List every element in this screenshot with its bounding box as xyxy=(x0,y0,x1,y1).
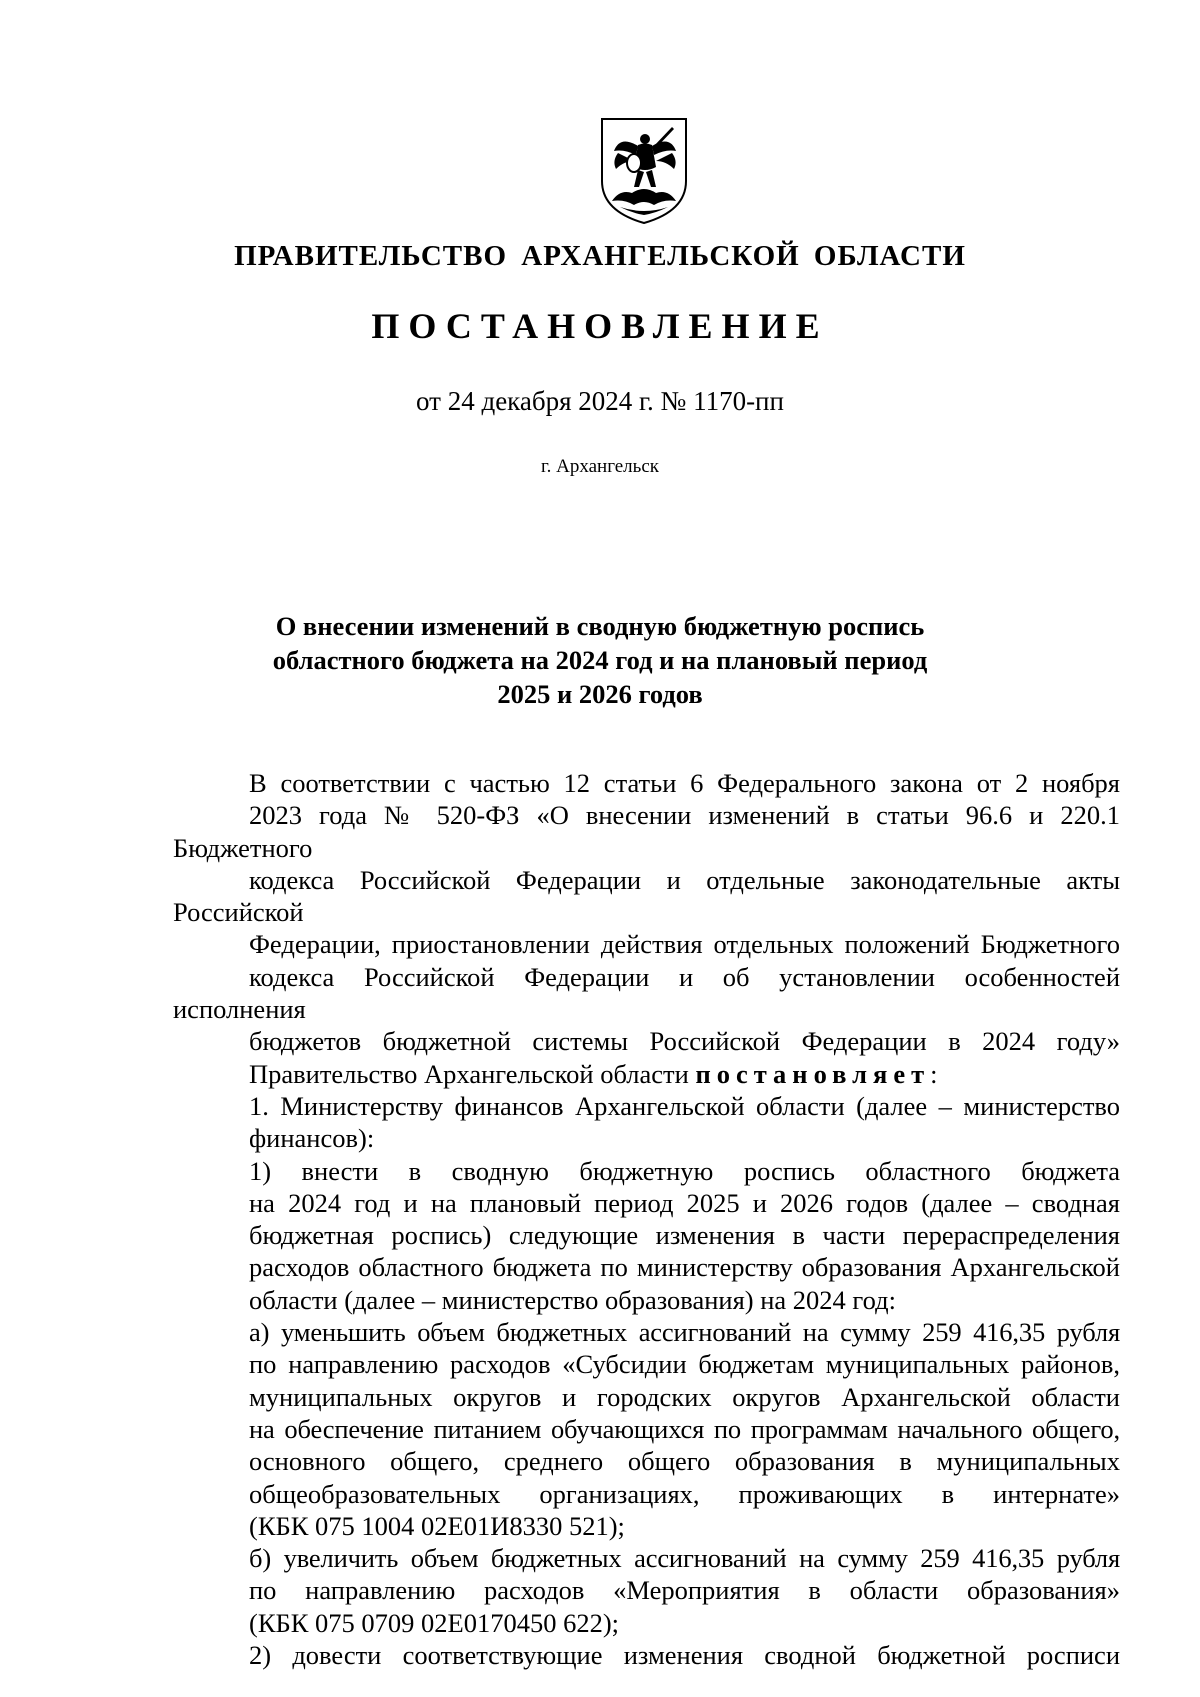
colon: : xyxy=(930,1058,938,1089)
item-1 xyxy=(173,1090,1120,1155)
coat-of-arms-icon xyxy=(598,115,690,227)
title-line: областного бюджета на 2024 год и на плановый период xyxy=(272,645,928,675)
document-body xyxy=(173,767,1120,1671)
item-2 xyxy=(173,1639,1120,1671)
text-line: 1) внести в сводную бюджетную роспись областного бюджета xyxy=(249,1155,1120,1186)
government-subject: Правительство Архангельской области xyxy=(249,1058,689,1089)
text-line: по направлению расходов «Мероприятия в области образования» xyxy=(249,1575,1120,1606)
government-name: ПРАВИТЕЛЬСТВО АРХАНГЕЛЬСКОЙ ОБЛАСТИ xyxy=(234,240,966,272)
text-line: бюджетная роспись) следующие изменения в части перераспределения xyxy=(249,1220,1120,1251)
item-a xyxy=(173,1316,1120,1542)
text-line: а) уменьшить объем бюджетных ассигнований на сумму 259 416,35 рубля xyxy=(249,1317,1120,1348)
resolves-word: постановляет xyxy=(695,1058,931,1089)
text-line: муниципальных округов и городских округов Архангельской области xyxy=(249,1381,1120,1412)
text-line: 1. Министерству финансов Архангельской области (далее – министерство xyxy=(249,1090,1120,1121)
text-line: 2) довести соответствующие изменения сводной бюджетной росписи xyxy=(249,1640,1120,1671)
text-line: общеобразовательных организациях, проживающих в интернате» xyxy=(249,1478,1120,1509)
text-line: б) увеличить объем бюджетных ассигнований на сумму 259 416,35 рубля xyxy=(249,1543,1120,1574)
document-type: ПОСТАНОВЛЕНИЕ xyxy=(371,306,829,346)
date-and-number: от 24 декабря 2024 г. № 1170-пп xyxy=(416,386,784,416)
text-line: основного общего, среднего общего образования в муниципальных xyxy=(249,1446,1120,1477)
preamble-paragraph xyxy=(173,767,1120,1090)
text-line: на 2024 год и на плановый период 2025 и 2026 годов (далее – сводная xyxy=(249,1187,1120,1218)
text-line: на обеспечение питанием обучающихся по программам начального общего, xyxy=(249,1413,1120,1444)
title-line: 2025 и 2026 годов xyxy=(497,679,703,709)
item-1-1 xyxy=(173,1155,1120,1316)
text-line: кодекса Российской Федерации и об установлении особенностей исполнения xyxy=(173,961,1120,1025)
text-line: Федерации, приостановлении действия отдельных положений Бюджетного xyxy=(249,929,1120,960)
city: г. Архангельск xyxy=(540,456,659,477)
document-title xyxy=(250,609,950,711)
text-line: (КБК 075 0709 02Е0170450 622); xyxy=(249,1607,620,1638)
title-line: О внесении изменений в сводную бюджетную роспись xyxy=(275,611,925,641)
text-line: 2023 года № 520-ФЗ «О внесении изменений в статьи 96.6 и 220.1 Бюджетного xyxy=(173,800,1120,863)
text-line xyxy=(173,1058,1120,1090)
text-line: области (далее – министерство образования) на 2024 год: xyxy=(249,1284,896,1315)
text-line: бюджетов бюджетной системы Российской Федерации в 2024 году» xyxy=(249,1026,1120,1057)
text-line: кодекса Российской Федерации и отдельные законодательные акты Российской xyxy=(173,864,1120,928)
text-line: финансов): xyxy=(249,1123,375,1154)
text-line: расходов областного бюджета по министерству образования Архангельской xyxy=(249,1252,1120,1283)
item-b xyxy=(173,1542,1120,1639)
text-line: (КБК 075 1004 02Е01И8330 521); xyxy=(249,1510,625,1541)
text-line: по направлению расходов «Субсидии бюджетам муниципальных районов, xyxy=(249,1349,1120,1380)
text-line: В соответствии с частью 12 статьи 6 Федерального закона от 2 ноября xyxy=(249,768,1120,798)
